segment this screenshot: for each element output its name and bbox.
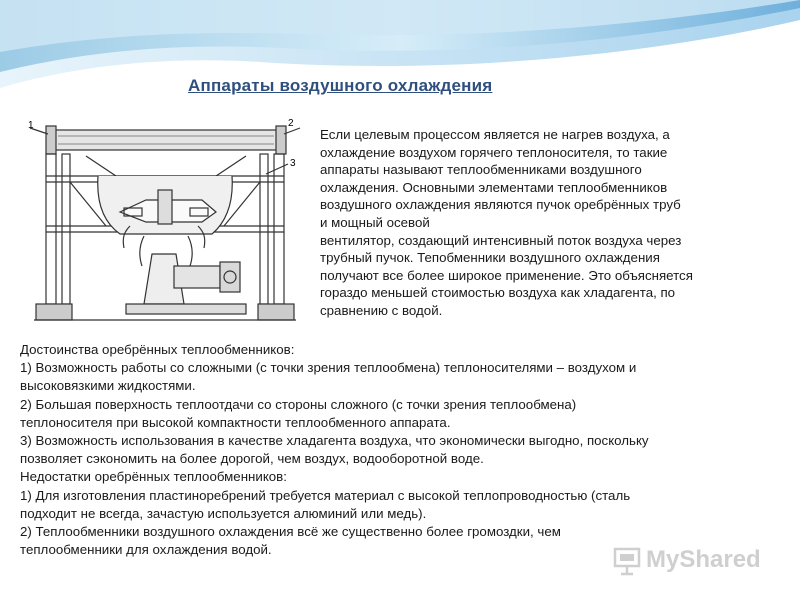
body-line: 1) Возможность работы со сложными (с точки зрения теплообмена) теплоносителями – воздухом и <box>20 360 637 376</box>
figure-label-1: 1 <box>28 120 34 131</box>
body-line: 3) Возможность использования в качестве хладагента воздуха, что экономически выгодно, поскольку <box>20 433 649 449</box>
intro-line: гораздо меньшей стоимостью воздуха как хладагента, по <box>320 285 676 301</box>
presentation-icon <box>612 546 642 576</box>
intro-line: Если целевым процессом является не нагрев воздуха, а <box>320 127 670 142</box>
intro-line: и мощный осевой <box>320 214 430 230</box>
intro-line: получают все более широкое применение. Это объясняется <box>320 267 693 283</box>
body-line: Недостатки оребрённых теплообменников: <box>20 469 287 485</box>
intro-line: охлаждение воздухом горячего теплоносителя, то такие <box>320 144 668 160</box>
watermark-text: MyShared <box>646 546 761 573</box>
body-line: 2) Теплообменники воздушного охлаждения всё же существенно более громоздки, чем <box>20 524 561 540</box>
intro-line: аппараты называют теплообменниками воздушного <box>320 162 642 178</box>
watermark-logo <box>612 544 762 578</box>
body-line: 1) Для изготовления пластиноребрений требуется материал с высокой теплопроводностью (сталь <box>20 487 631 503</box>
intro-line: вентилятор, создающий интенсивный поток воздуха через <box>320 232 682 248</box>
pros-cons-text <box>20 341 790 559</box>
intro-line: трубный пучок. Тепобменники воздушного охлаждения <box>320 250 660 266</box>
intro-line: сравнению с водой. <box>320 302 443 318</box>
body-line: высоковязкими жидкостями. <box>20 378 196 394</box>
page-title: Аппараты воздушного охлаждения <box>188 76 493 95</box>
body-line: 2) Большая поверхность теплоотдачи со стороны сложного (с точки зрения теплообмена) <box>20 396 577 412</box>
body-line: Достоинства оребрённых теплообменников: <box>20 342 295 357</box>
body-line: позволяет сэкономить на более дорогой, чем воздух, водооборотной воде. <box>20 451 484 467</box>
figure-label-3: 3 <box>290 158 296 169</box>
intro-line: воздушного охлаждения являются пучок оребрённых труб <box>320 197 681 213</box>
body-line: подходит не всегда, зачастую используется алюминий или медь). <box>20 505 427 521</box>
intro-paragraph <box>320 126 790 320</box>
intro-line: охлаждения. Основными элементами теплообменников <box>320 179 668 195</box>
body-line: теплообменники для охлаждения водой. <box>20 542 272 558</box>
figure-label-2: 2 <box>288 118 294 129</box>
air-cooler-diagram <box>26 116 302 330</box>
body-line: теплоносителя при высокой компактности теплообменного аппарата. <box>20 414 451 430</box>
